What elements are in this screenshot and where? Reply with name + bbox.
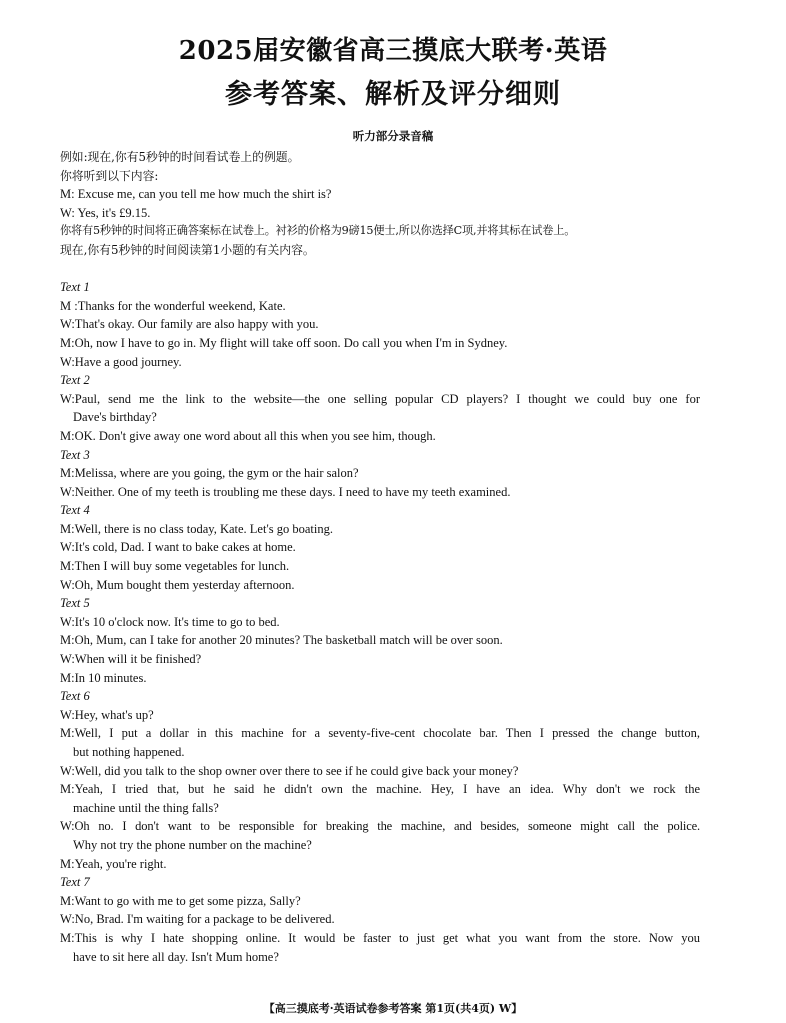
- intro-line: M: Excuse me, can you tell me how much the shirt is?: [60, 187, 332, 202]
- dialogue-line: W:Oh no. I don't want to be responsible for breaking the machine, and besides, someone might call the police.: [60, 819, 700, 834]
- intro-line: 你将有5秒钟的时间将正确答案标在试卷上。衬衫的价格为9磅15便士,所以你选择C项,并将其标在试卷上。: [60, 224, 576, 238]
- dialogue-line-continuation: machine until the thing falls?: [73, 800, 219, 815]
- text-label: Text 2: [60, 373, 90, 388]
- page-footer: 【高三摸底考·英语试卷参考答案 第1页(共4页) W】: [263, 1002, 523, 1015]
- text-label: Text 3: [60, 447, 90, 462]
- dialogue-line: W:It's cold, Dad. I want to bake cakes at home.: [60, 540, 296, 555]
- text-label: Text 6: [60, 689, 90, 704]
- intro-line: W: Yes, it's £9.15.: [60, 205, 151, 220]
- dialogue-line: M:Oh, Mum, can I take for another 20 minutes? The basketball match will be over soon.: [60, 633, 503, 648]
- intro-line: 例如:现在,你有5秒钟的时间看试卷上的例题。: [60, 150, 300, 164]
- dialogue-line: M:This is why I hate shopping online. It would be faster to just get what you want from the store. Now you: [60, 930, 700, 945]
- document-title: 2025届安徽省高三摸底大联考·英语: [178, 36, 608, 66]
- dialogue-line: M:Oh, now I have to go in. My flight will take off soon. Do call you when I'm in Sydney.: [60, 335, 508, 350]
- dialogue-line: M:Then I will buy some vegetables for lunch.: [60, 559, 290, 574]
- dialogue-line-continuation: have to sit here all day. Isn't Mum home?: [73, 949, 279, 964]
- dialogue-line: M:Yeah, you're right.: [60, 856, 167, 871]
- dialogue-line: W:Neither. One of my teeth is troubling me these days. I need to have my teeth examined.: [60, 484, 511, 499]
- dialogue-line: W:Paul, send me the link to the website—the one selling popular CD players? I thought we could buy one for: [60, 391, 700, 406]
- section-heading: 听力部分录音稿: [352, 129, 434, 143]
- text-label: Text 1: [60, 280, 90, 295]
- dialogue-line: M:OK. Don't give away one word about all this when you see him, though.: [60, 428, 436, 443]
- dialogue-line: W:When will it be finished?: [60, 652, 202, 667]
- transcript-body: [60, 148, 700, 966]
- dialogue-line: M:Yeah, I tried that, but he said he didn't own the machine. Hey, I have an idea. Why don't we rock the: [60, 782, 700, 797]
- dialogue-line: W:It's 10 o'clock now. It's time to go to bed.: [60, 614, 280, 629]
- text-label: Text 7: [60, 875, 90, 890]
- dialogue-line: M:In 10 minutes.: [60, 670, 147, 685]
- dialogue-line: W:Have a good journey.: [60, 354, 182, 369]
- dialogue-line: W:That's okay. Our family are also happy with you.: [60, 317, 319, 332]
- intro-line: 现在,你有5秒钟的时间阅读第1小题的有关内容。: [60, 242, 315, 257]
- dialogue-line-continuation: Dave's birthday?: [73, 410, 157, 425]
- dialogue-line-continuation: but nothing happened.: [73, 745, 185, 759]
- dialogue-line: M:Well, there is no class today, Kate. Let's go boating.: [60, 521, 333, 536]
- dialogue-line: W:No, Brad. I'm waiting for a package to be delivered.: [60, 912, 335, 927]
- dialogue-line-continuation: Why not try the phone number on the machine?: [73, 837, 312, 852]
- spacer: [60, 260, 700, 279]
- text-label: Text 4: [60, 503, 90, 518]
- dialogue-line: M:Melissa, where are you going, the gym or the hair salon?: [60, 466, 359, 481]
- dialogue-line: W:Hey, what's up?: [60, 707, 154, 722]
- dialogue-line: W:Well, did you talk to the shop owner over there to see if he could give back your money?: [60, 763, 519, 778]
- document-subtitle: 参考答案、解析及评分细则: [225, 79, 561, 110]
- text-label: Text 5: [60, 596, 90, 611]
- dialogue-line: M:Well, I put a dollar in this machine for a seventy-five-cent chocolate bar. Then I pressed the change button,: [60, 726, 700, 741]
- intro-line: 你将听到以下内容:: [60, 168, 159, 183]
- dialogue-line: W:Oh, Mum bought them yesterday afternoon.: [60, 577, 295, 592]
- dialogue-line: M :Thanks for the wonderful weekend, Kate.: [60, 298, 286, 313]
- dialogue-line: M:Want to go with me to get some pizza, Sally?: [60, 893, 301, 908]
